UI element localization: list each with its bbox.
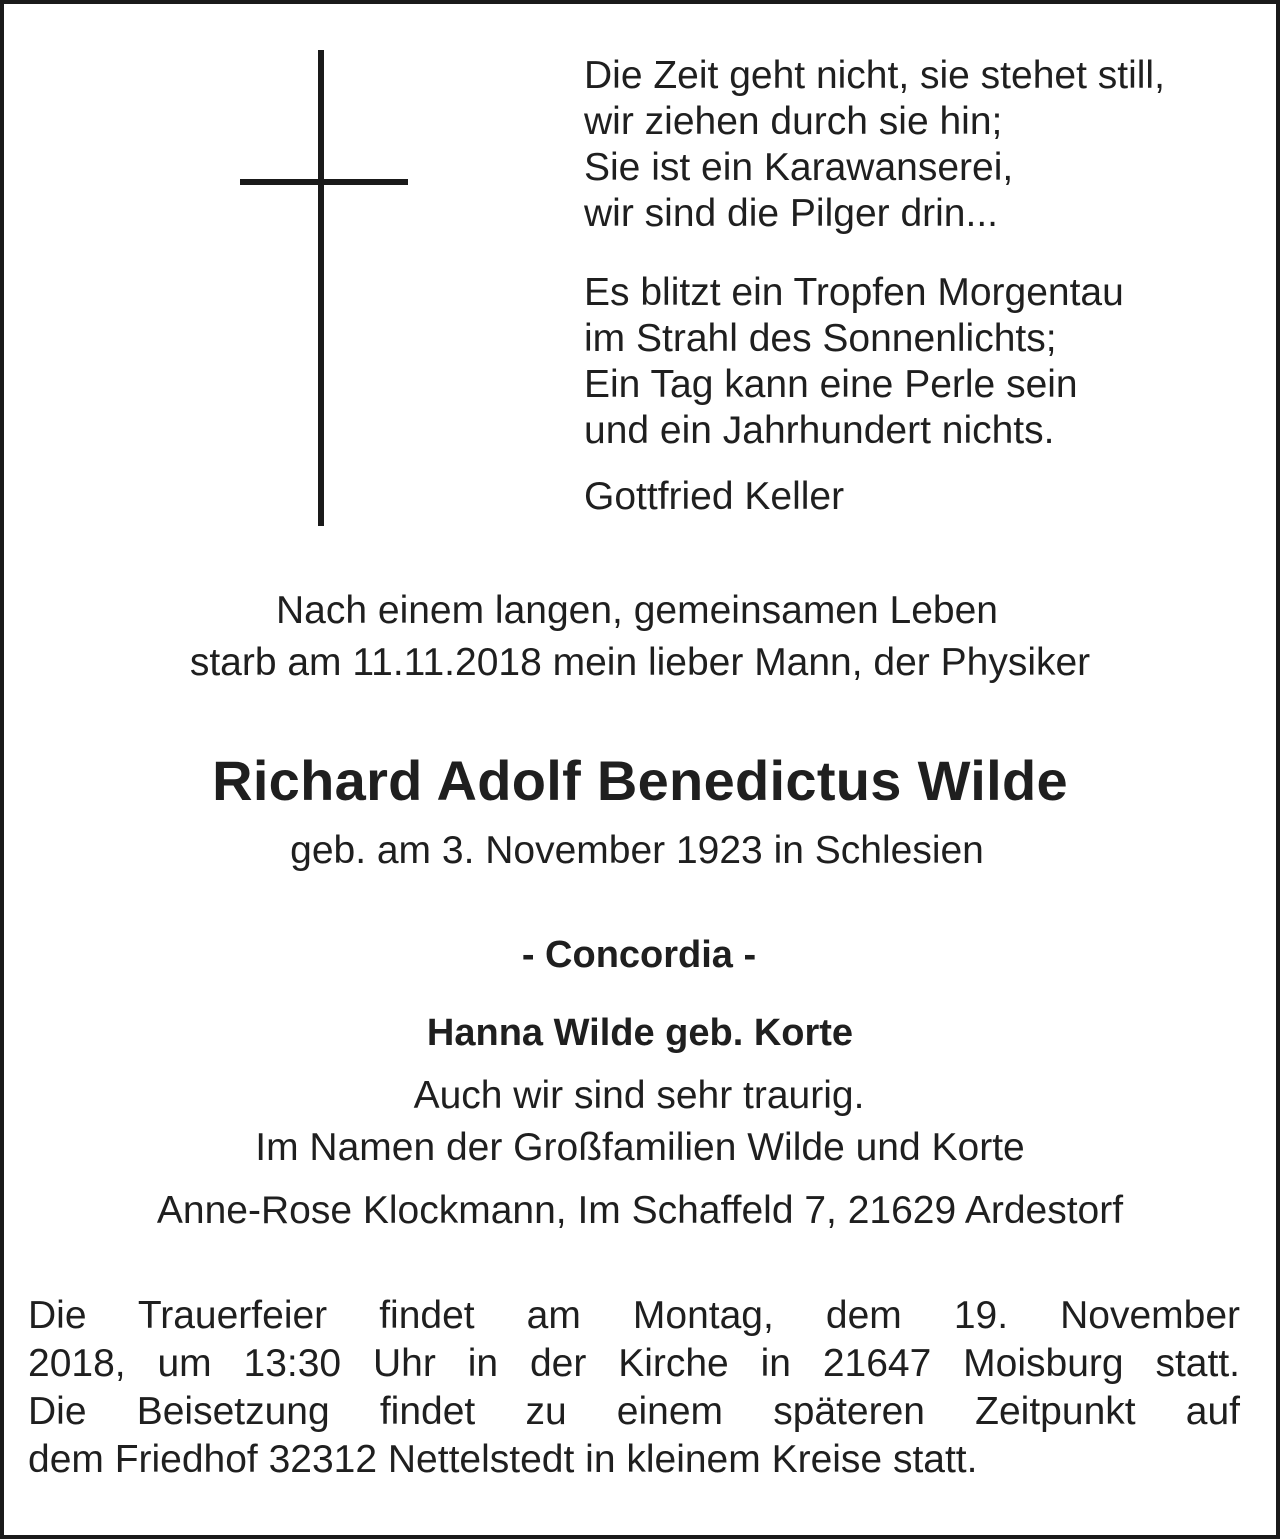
- cross-vertical-bar: [318, 50, 324, 526]
- intro-line-1: Nach einem langen, gemeinsamen Leben: [276, 589, 998, 632]
- funeral-info-line: 2018, um 13:30 Uhr in der Kirche in 21647 Moisburg statt.: [28, 1342, 1240, 1385]
- poem-line: und ein Jahrhundert nichts.: [584, 409, 1055, 452]
- mourners-line-1: Auch wir sind sehr traurig.: [413, 1074, 865, 1117]
- contact-address: Anne-Rose Klockmann, Im Schaffeld 7, 21629 Ardestorf: [156, 1189, 1124, 1232]
- mourners-line-2: Im Namen der Großfamilien Wilde und Korte: [255, 1126, 1025, 1169]
- widow-name: Hanna Wilde geb. Korte: [426, 1012, 854, 1054]
- poem-line: Es blitzt ein Tropfen Morgentau: [584, 271, 1124, 314]
- motto: - Concordia -: [521, 934, 757, 976]
- poem-line: im Strahl des Sonnenlichts;: [584, 317, 1057, 360]
- poem-stanza-2: [584, 270, 1264, 454]
- funeral-info-line: Die Trauerfeier findet am Montag, dem 19. November: [28, 1294, 1240, 1337]
- deceased-name: Richard Adolf Benedictus Wilde: [212, 749, 1068, 812]
- intro-line-2: starb am 11.11.2018 mein lieber Mann, der Physiker: [189, 641, 1091, 684]
- birth-info: geb. am 3. November 1923 in Schlesien: [290, 829, 984, 872]
- poem-line: Ein Tag kann eine Perle sein: [584, 363, 1078, 406]
- funeral-info: [28, 1292, 1240, 1484]
- poem-stanza-1: [584, 53, 1264, 237]
- funeral-info-line: dem Friedhof 32312 Nettelstedt in kleinem Kreise statt.: [28, 1438, 978, 1481]
- cross-horizontal-bar: [240, 179, 408, 185]
- poem-author: Gottfried Keller: [584, 475, 845, 518]
- funeral-info-line: Die Beisetzung findet zu einem späteren Zeitpunkt auf: [28, 1390, 1240, 1433]
- poem-line: Die Zeit geht nicht, sie stehet still,: [584, 54, 1165, 97]
- poem-line: wir ziehen durch sie hin;: [584, 100, 1003, 143]
- poem-line: Sie ist ein Karawanserei,: [584, 146, 1014, 189]
- poem-line: wir sind die Pilger drin...: [584, 192, 998, 235]
